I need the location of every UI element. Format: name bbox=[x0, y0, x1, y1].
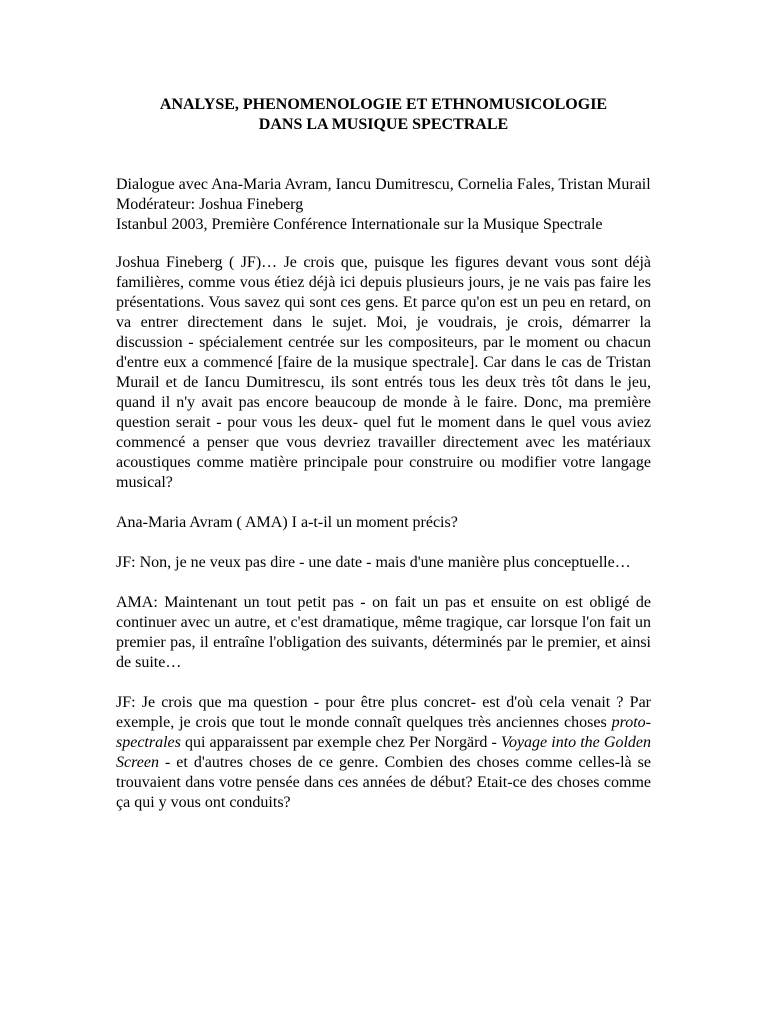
event-line: Istanbul 2003, Première Conférence Internationale sur la Musique Spectrale bbox=[116, 216, 603, 233]
paragraph-4: AMA: Maintenant un tout petit pas - on fait un pas et ensuite on est obligé de continuer avec un autre, et c'est dramatique, même tragique, car lorsque l'on fait un premier pas, il entraîne l'obligation des suivants, déterminés par le premier, et ainsi de suite… bbox=[116, 594, 651, 671]
paragraph-5-part-c: qui apparaissent par exemple chez Per Norgärd - bbox=[180, 734, 501, 751]
document-title bbox=[116, 95, 651, 135]
participants-line: Dialogue avec Ana-Maria Avram, Iancu Dumitrescu, Cornelia Fales, Tristan Murail bbox=[116, 176, 651, 193]
title-line-1: ANALYSE, PHENOMENOLOGIE ET ETHNOMUSICOLOGIE bbox=[159, 96, 608, 113]
paragraph-5 bbox=[116, 693, 651, 813]
paragraph-3: JF: Non, je ne veux pas dire - une date - mais d'une manière plus conceptuelle… bbox=[116, 554, 631, 571]
moderator-line: Modérateur: Joshua Fineberg bbox=[116, 196, 304, 213]
title-line-2: DANS LA MUSIQUE SPECTRALE bbox=[258, 116, 509, 133]
document-page bbox=[116, 95, 651, 813]
document-meta bbox=[116, 175, 651, 235]
paragraph-5-part-e: - et d'autres choses de ce genre. Combien des choses comme celles-là se trouvaient dans votre pensée dans ces années de début? Etait-ce des choses comme ça qui y vous ont conduits? bbox=[116, 754, 651, 811]
paragraph-2: Ana-Maria Avram ( AMA) I a-t-il un moment précis? bbox=[116, 514, 458, 531]
paragraph-5-work-title: Voyage into the Golden Screen bbox=[116, 734, 651, 771]
paragraph-1: Joshua Fineberg ( JF)… Je crois que, puisque les figures devant vous sont déjà familières, comme vous étiez déjà ici depuis plusieurs jours, je ne vais pas faire les présentations. Vous savez qui sont ces gens. Et parce qu'on est un peu en retard, on va entrer directement dans le sujet. Moi, je voudrais, je crois, démarrer la discussion - spécialement centrée sur les compositeurs, par le moment ou chacun d'entre eux a commencé [faire de la musique spectrale]. Car dans le cas de Tristan Murail et de Iancu Dumitrescu, ils sont entrés tous les deux très tôt dans le jeu, quand il n'y avait pas encore beaucoup de monde à le faire. Donc, ma première question serait - pour vous les deux- quel fut le moment dans le quel vous aviez commencé a penser que vous devriez travailler directement avec les matériaux acoustiques comme matière principale pour construire ou modifier votre langage musical? bbox=[116, 254, 651, 491]
paragraph-5-italic-term: proto-spectrales bbox=[116, 714, 651, 751]
paragraph-5-part-a: JF: Je crois que ma question - pour être plus concret- est d'où cela venait ? Par exemple, je crois que tout le monde connaît quelques très anciennes choses bbox=[116, 694, 651, 731]
